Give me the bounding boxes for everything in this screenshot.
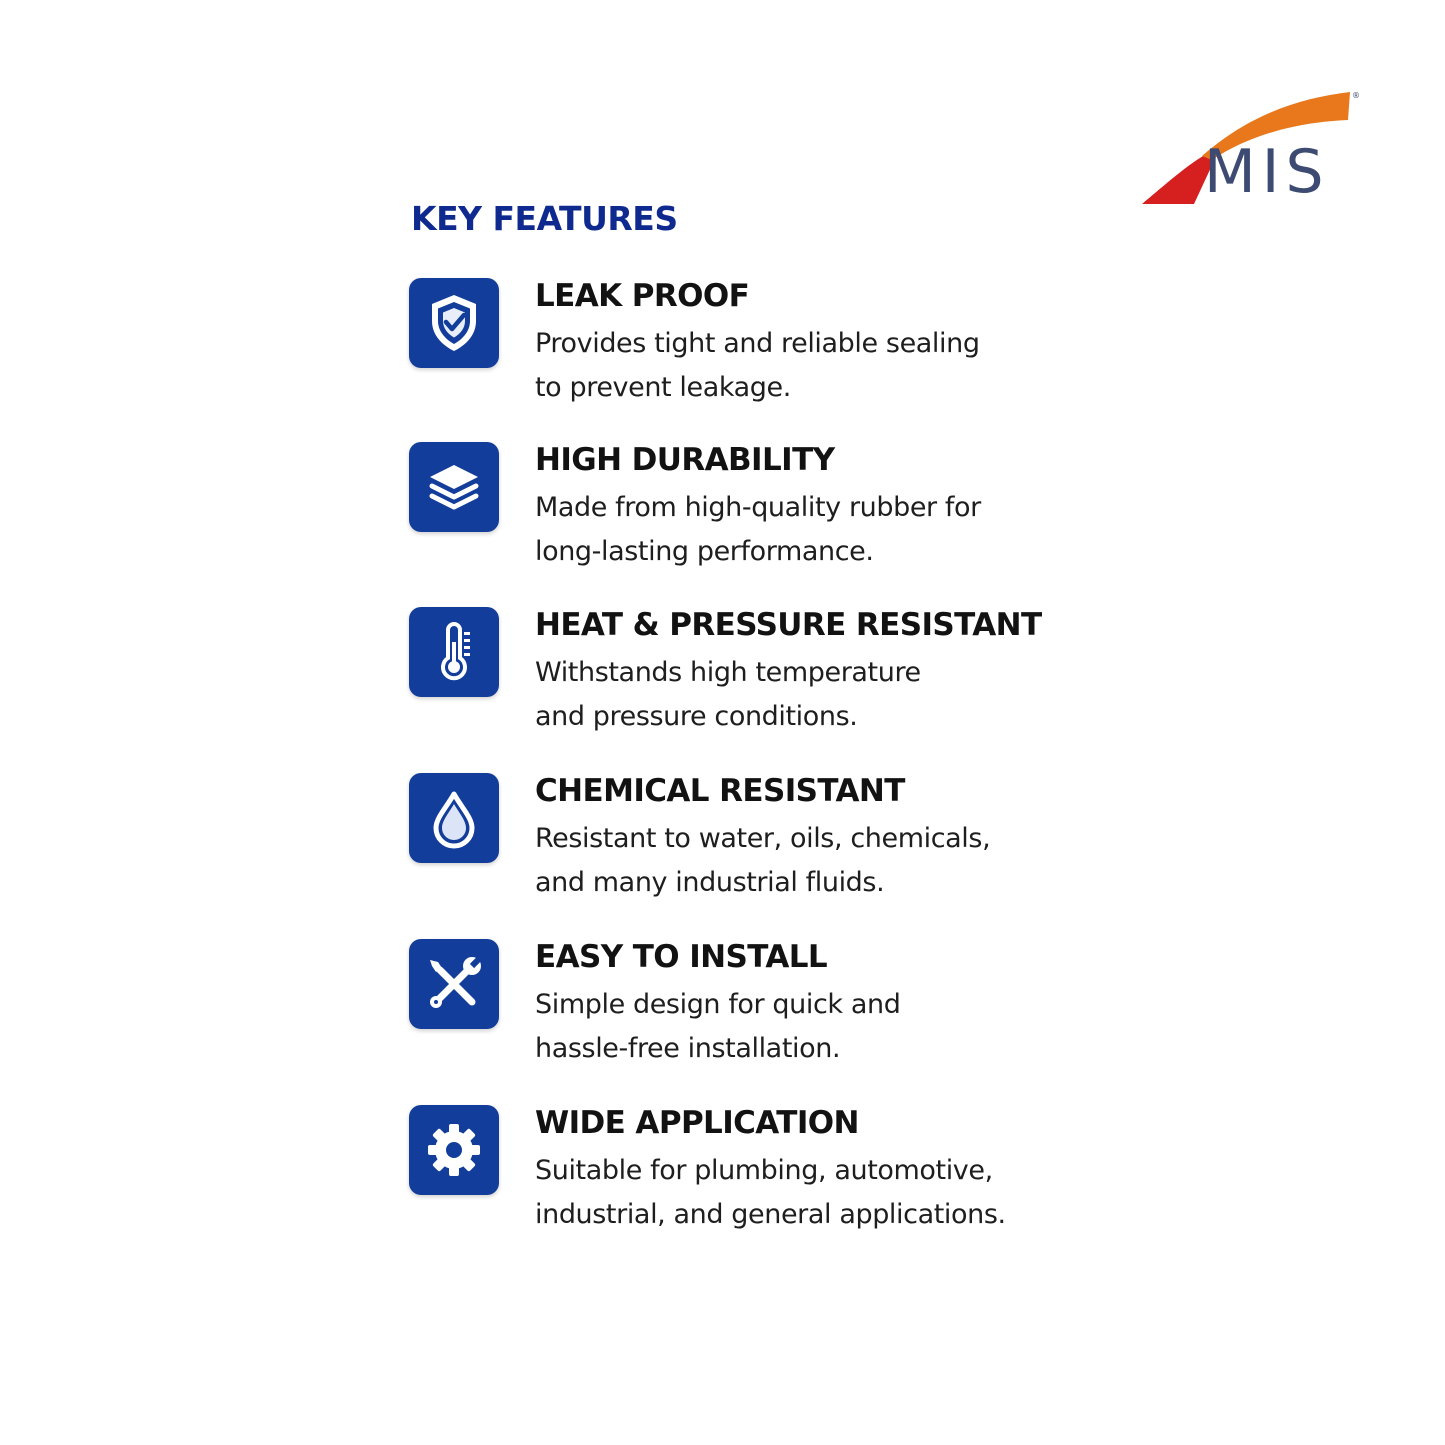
water-drop-icon [422,786,486,850]
feature-icon-box [409,278,499,368]
feature-title: HEAT & PRESSURE RESISTANT [535,607,1042,643]
logo-registered-mark: ® [1352,91,1360,100]
feature-description-line: Provides tight and reliable sealing [535,328,980,359]
wrench-screwdriver-icon [422,952,486,1016]
shield-check-icon [422,291,486,355]
feature-description-line: hassle-free installation. [535,1033,841,1064]
feature-easy-to-install [409,939,1049,1089]
feature-wide-application [409,1105,1049,1255]
feature-icon-box [409,773,499,863]
feature-icon-box [409,1105,499,1195]
feature-leak-proof [409,278,1049,428]
feature-title: HIGH DURABILITY [535,442,835,478]
feature-heat-pressure-resistant [409,607,1049,757]
feature-title: CHEMICAL RESISTANT [535,773,905,809]
feature-description [535,983,1055,1071]
feature-title: LEAK PROOF [535,278,750,314]
feature-title: EASY TO INSTALL [535,939,828,975]
feature-title: WIDE APPLICATION [535,1105,859,1141]
feature-high-durability [409,442,1049,592]
feature-icon-box [409,442,499,532]
gear-icon [422,1118,486,1182]
feature-description [535,817,1055,905]
feature-description-line: long-lasting performance. [535,536,874,567]
feature-description-line: Simple design for quick and [535,989,901,1020]
feature-chemical-resistant [409,773,1049,923]
feature-description-line: industrial, and general applications. [535,1199,1006,1230]
layers-icon [422,455,486,519]
brand-logo [1140,86,1362,210]
feature-description-line: Withstands high temperature [535,657,921,688]
feature-description-line: and pressure conditions. [535,701,858,732]
feature-description [535,486,1055,574]
thermometer-icon [422,620,486,684]
feature-description [535,322,1055,410]
feature-description [535,651,1055,739]
feature-description-line: Made from high-quality rubber for [535,492,981,523]
feature-description-line: Suitable for plumbing, automotive, [535,1155,993,1186]
feature-description [535,1149,1055,1237]
feature-icon-box [409,939,499,1029]
feature-description-line: to prevent leakage. [535,372,791,403]
logo-text: MIS [1204,137,1330,207]
feature-icon-box [409,607,499,697]
page-title: KEY FEATURES [411,199,678,238]
feature-description-line: Resistant to water, oils, chemicals, [535,823,991,854]
feature-description-line: and many industrial fluids. [535,867,885,898]
